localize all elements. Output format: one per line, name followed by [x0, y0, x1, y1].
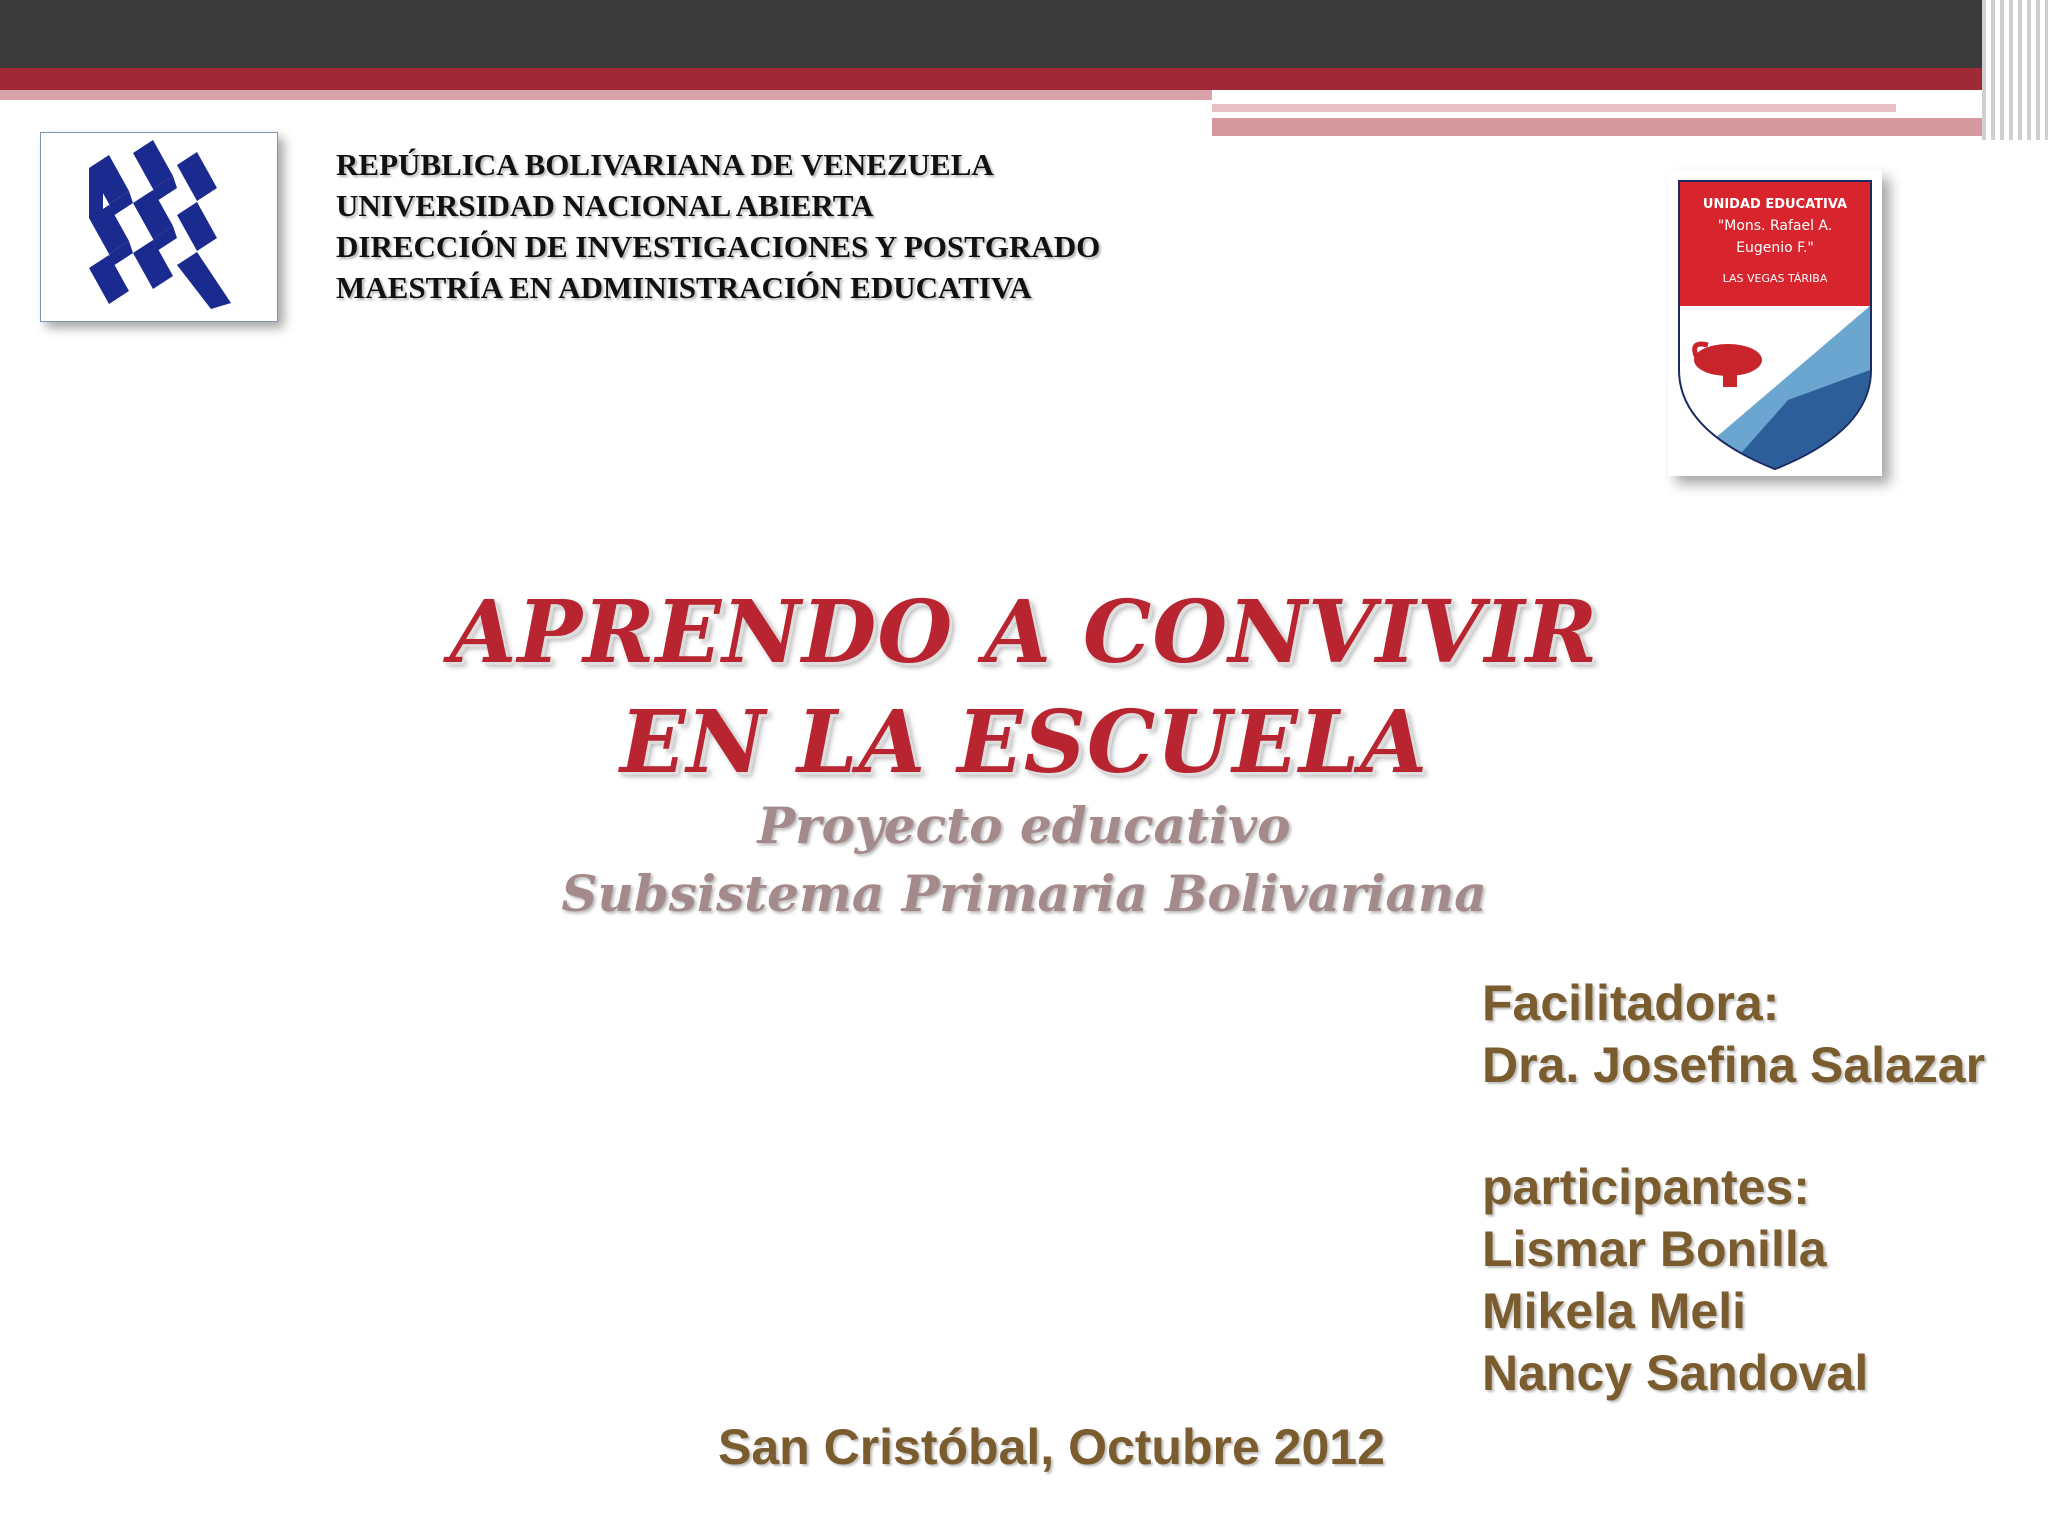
main-title-line-2: EN LA ESCUELA	[619, 692, 1429, 793]
header-line-4: MAESTRÍA EN ADMINISTRACIÓN EDUCATIVA	[336, 270, 1032, 305]
facilitator-label: Facilitadora:	[1482, 975, 1780, 1031]
decorative-line	[1212, 104, 1896, 112]
decorative-stripes	[1982, 0, 2048, 140]
header-line-1: REPÚBLICA BOLIVARIANA DE VENEZUELA	[336, 147, 994, 182]
school-logo-text-4: LAS VEGAS TÁRIBA	[1722, 272, 1828, 285]
school-logo-text-3: Eugenio F."	[1736, 240, 1814, 256]
school-logo	[1668, 170, 1882, 476]
school-logo-text-1: UNIDAD EDUCATIVA	[1702, 197, 1848, 212]
una-logo	[40, 132, 278, 322]
top-dark-bar	[0, 0, 2048, 68]
decorative-line	[1212, 118, 2012, 136]
place-date: San Cristóbal, Octubre 2012	[718, 1419, 1385, 1475]
subtitle-line-2: Subsistema Primaria Bolivariana	[561, 864, 1487, 923]
participant-3: Nancy Sandoval	[1482, 1345, 1869, 1401]
top-red-band	[0, 68, 2048, 90]
decorative-line	[0, 90, 1212, 100]
header-line-3: DIRECCIÓN DE INVESTIGACIONES Y POSTGRADO	[336, 229, 1101, 264]
participant-2: Mikela Meli	[1482, 1283, 1746, 1339]
participants-label: participantes:	[1482, 1159, 1810, 1215]
school-shield-icon	[1668, 170, 1882, 476]
facilitator-name: Dra. Josefina Salazar	[1482, 1037, 1986, 1093]
subtitle-line-1: Proyecto educativo	[757, 796, 1291, 855]
participant-1: Lismar Bonilla	[1482, 1221, 1827, 1277]
main-title-line-1: APRENDO A CONVIVIR	[449, 582, 1599, 683]
una-logo-icon	[41, 133, 277, 321]
institution-header	[336, 144, 1100, 308]
school-logo-text-2: "Mons. Rafael A.	[1717, 218, 1833, 234]
header-line-2: UNIVERSIDAD NACIONAL ABIERTA	[336, 188, 874, 223]
